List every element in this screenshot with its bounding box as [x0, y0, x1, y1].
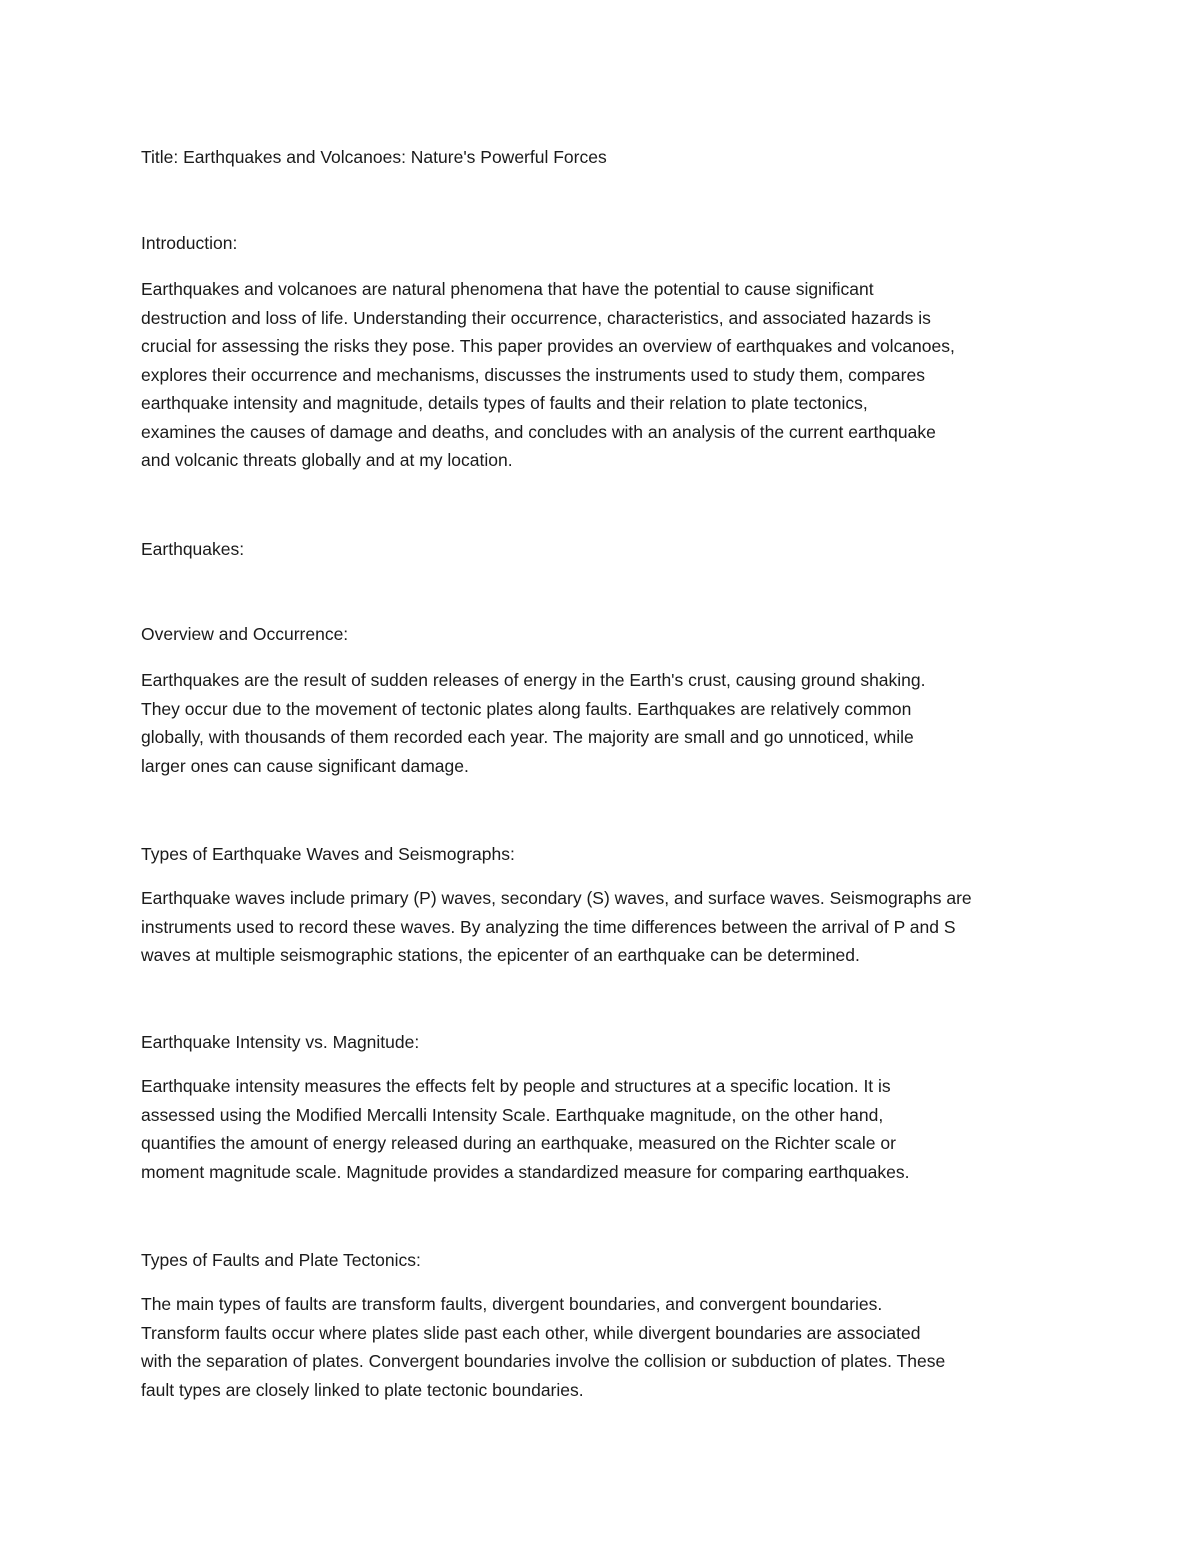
paragraph-line: crucial for assessing the risks they pose. This paper provides an overview of earthquakes and volcanoes,	[141, 336, 955, 356]
paragraph-line: fault types are closely linked to plate tectonic boundaries.	[141, 1379, 584, 1400]
paragraph-line: and volcanic threats globally and at my location.	[141, 450, 513, 470]
document-title: Title: Earthquakes and Volcanoes: Nature's Powerful Forces	[141, 147, 607, 167]
paragraph-line: waves at multiple seismographic stations, the epicenter of an earthquake can be determined.	[141, 945, 860, 965]
paragraph-line: Earthquakes and volcanoes are natural phenomena that have the potential to cause significant	[141, 279, 874, 299]
paragraph-line: examines the causes of damage and deaths, and concludes with an analysis of the current earthquake	[141, 421, 936, 442]
overview-paragraph	[141, 666, 1066, 780]
paragraph-line: earthquake intensity and magnitude, details types of faults and their relation to plate tectonics,	[141, 393, 868, 413]
paragraph-line: larger ones can cause significant damage.	[141, 755, 469, 776]
paragraph-line: destruction and loss of life. Understanding their occurrence, characteristics, and associated hazards is	[141, 307, 931, 328]
paragraph-line: moment magnitude scale. Magnitude provides a standardized measure for comparing earthquakes.	[141, 1161, 910, 1182]
paragraph-line: The main types of faults are transform faults, divergent boundaries, and convergent boundaries.	[141, 1294, 883, 1314]
paragraph-line: Transform faults occur where plates slide past each other, while divergent boundaries are associated	[141, 1322, 921, 1343]
overview-heading: Overview and Occurrence:	[141, 624, 349, 644]
paragraph-line: quantifies the amount of energy released during an earthquake, measured on the Richter scale or	[141, 1133, 896, 1153]
paragraph-line: with the separation of plates. Convergent boundaries involve the collision or subduction of plates. These	[141, 1351, 946, 1371]
waves-heading: Types of Earthquake Waves and Seismographs:	[141, 844, 515, 864]
faults-paragraph	[141, 1290, 1066, 1404]
intensity-heading: Earthquake Intensity vs. Magnitude:	[141, 1032, 420, 1052]
faults-heading: Types of Faults and Plate Tectonics:	[141, 1250, 421, 1270]
introduction-paragraph	[141, 275, 1066, 475]
paragraph-line: instruments used to record these waves. By analyzing the time differences between the arrival of P and S	[141, 916, 956, 937]
intensity-paragraph	[141, 1072, 1066, 1186]
paragraph-line: assessed using the Modified Mercalli Intensity Scale. Earthquake magnitude, on the other hand,	[141, 1104, 884, 1125]
paragraph-line: Earthquake waves include primary (P) waves, secondary (S) waves, and surface waves. Seismographs are	[141, 888, 972, 908]
paragraph-line: They occur due to the movement of tectonic plates along faults. Earthquakes are relatively common	[141, 698, 912, 719]
paragraph-line: Earthquake intensity measures the effects felt by people and structures at a specific location. It is	[141, 1076, 891, 1096]
paragraph-line: explores their occurrence and mechanisms, discusses the instruments used to study them, compares	[141, 364, 925, 385]
earthquakes-heading: Earthquakes:	[141, 539, 245, 559]
introduction-heading: Introduction:	[141, 233, 238, 253]
paragraph-line: globally, with thousands of them recorded each year. The majority are small and go unnoticed, while	[141, 727, 914, 747]
waves-paragraph	[141, 884, 1066, 970]
paragraph-line: Earthquakes are the result of sudden releases of energy in the Earth's crust, causing ground shaking.	[141, 670, 926, 690]
